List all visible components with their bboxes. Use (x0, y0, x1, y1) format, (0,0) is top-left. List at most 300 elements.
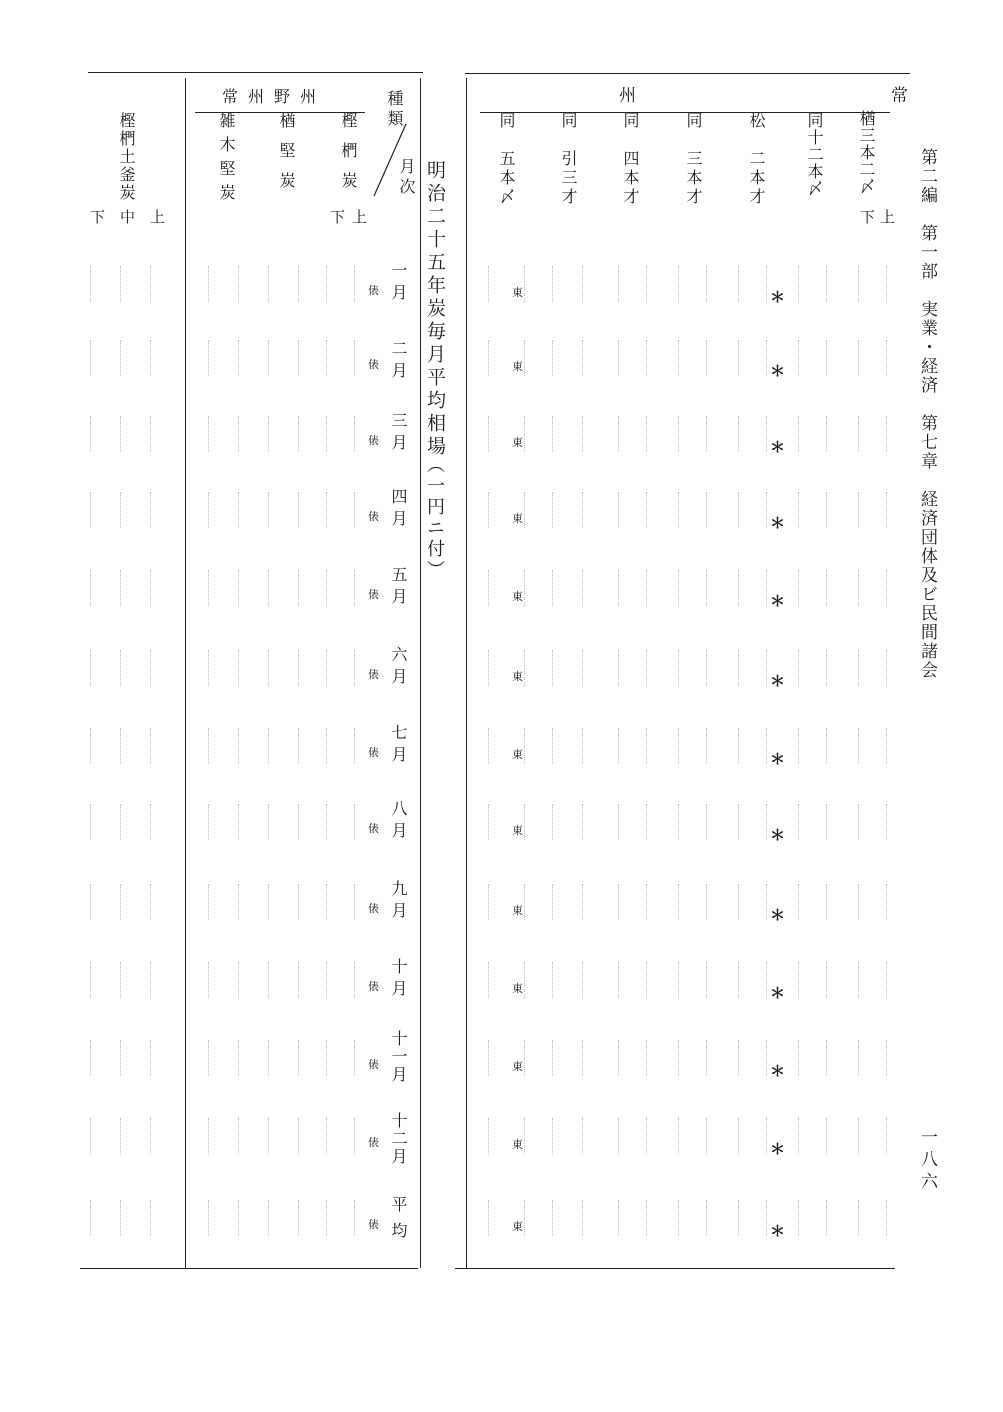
table-cell (886, 728, 899, 764)
table-cell (582, 962, 595, 998)
table-cell (706, 1040, 719, 1076)
table-cell (798, 728, 811, 764)
table-cell (582, 416, 595, 452)
table-cell (618, 340, 631, 376)
asterisk-marker: ＊ (770, 362, 786, 380)
bale-marker: 俵 (368, 902, 379, 915)
table-cell (886, 1118, 899, 1154)
table-cell (618, 804, 631, 840)
east-marker: 東 (512, 748, 523, 761)
table-cell (858, 1040, 871, 1076)
table-cell (268, 650, 281, 686)
table-cell (706, 728, 719, 764)
table-cell (298, 570, 311, 606)
table-cell (150, 1040, 163, 1076)
table-cell (150, 804, 163, 840)
table-cell (298, 804, 311, 840)
product-kashi-sanbon: 楢三本二〆 (857, 110, 876, 195)
table-cell (678, 1200, 691, 1236)
table-cell (582, 650, 595, 686)
east-marker: 東 (512, 436, 523, 449)
table-cell (208, 416, 221, 452)
table-cell (238, 804, 251, 840)
table-cell (268, 266, 281, 302)
month-label: 十二月 (389, 1112, 408, 1166)
east-marker: 東 (512, 904, 523, 917)
table-title: 明治二十五年炭毎月平均相場 (424, 160, 446, 459)
table-cell (208, 266, 221, 302)
table-cell (858, 340, 871, 376)
east-marker: 東 (512, 286, 523, 299)
corner-month: 月次 (397, 158, 416, 198)
table-cell (738, 884, 751, 920)
table-cell (858, 884, 871, 920)
grade-upper: 上 (352, 208, 368, 226)
table-cell (826, 884, 839, 920)
table-cell (354, 492, 367, 528)
column-divider-3 (466, 78, 467, 1268)
table-cell (268, 962, 281, 998)
table-cell (858, 728, 871, 764)
top-rule-right (465, 73, 910, 74)
table-cell (706, 650, 719, 686)
table-cell (552, 266, 565, 302)
table-cell (618, 416, 631, 452)
table-cell (150, 340, 163, 376)
table-cell (90, 728, 103, 764)
table-cell (150, 492, 163, 528)
bale-marker: 俵 (368, 588, 379, 601)
table-cell (618, 728, 631, 764)
table-cell (120, 962, 133, 998)
table-cell (120, 570, 133, 606)
table-cell (298, 492, 311, 528)
table-cell (738, 492, 751, 528)
table-cell (120, 416, 133, 452)
product-dou-yonhon: 同 四本才 (621, 112, 640, 207)
table-cell (326, 1200, 339, 1236)
table-cell (738, 804, 751, 840)
table-cell (582, 1040, 595, 1076)
table-cell (798, 884, 811, 920)
table-cell (298, 884, 311, 920)
asterisk-marker: ＊ (770, 438, 786, 456)
table-cell (618, 650, 631, 686)
table-cell (798, 962, 811, 998)
grade-middle: 中 (120, 208, 136, 226)
table-cell (238, 884, 251, 920)
table-cell (706, 1200, 719, 1236)
table-cell (208, 570, 221, 606)
table-cell (826, 728, 839, 764)
table-cell (150, 266, 163, 302)
page-number: 一八六 (917, 1128, 937, 1194)
table-cell (618, 1200, 631, 1236)
table-cell (524, 1040, 537, 1076)
table-cell (552, 728, 565, 764)
month-label: 平均 (389, 1196, 408, 1248)
month-label: 十一月 (389, 1030, 408, 1084)
table-cell (90, 650, 103, 686)
grade-lower: 下 (330, 208, 346, 226)
table-cell (488, 728, 501, 764)
table-unit: （一円ニ付） (424, 455, 445, 581)
table-cell (582, 492, 595, 528)
table-cell (524, 416, 537, 452)
bale-marker: 俵 (368, 284, 379, 297)
table-cell (524, 650, 537, 686)
table-cell (90, 416, 103, 452)
table-cell (268, 340, 281, 376)
table-cell (120, 1200, 133, 1236)
table-cell (208, 650, 221, 686)
table-cell (488, 570, 501, 606)
table-cell (678, 570, 691, 606)
table-cell (90, 570, 103, 606)
table-cell (886, 650, 899, 686)
table-cell (826, 416, 839, 452)
table-cell (582, 728, 595, 764)
table-cell (826, 266, 839, 302)
bale-marker: 俵 (368, 434, 379, 447)
table-cell (488, 492, 501, 528)
table-cell (488, 340, 501, 376)
table-cell (886, 266, 899, 302)
table-cell (646, 728, 659, 764)
table-cell (678, 1040, 691, 1076)
table-cell (552, 884, 565, 920)
table-cell (238, 340, 251, 376)
table-cell (738, 1118, 751, 1154)
east-marker: 東 (512, 1138, 523, 1151)
table-cell (798, 650, 811, 686)
table-cell (354, 962, 367, 998)
table-cell (826, 570, 839, 606)
table-cell (886, 884, 899, 920)
table-cell (706, 804, 719, 840)
table-cell (738, 416, 751, 452)
table-cell (798, 804, 811, 840)
table-cell (90, 266, 103, 302)
table-cell (120, 340, 133, 376)
table-cell (268, 1200, 281, 1236)
table-cell (858, 1118, 871, 1154)
asterisk-marker: ＊ (770, 1222, 786, 1240)
table-cell (354, 650, 367, 686)
table-cell (238, 1118, 251, 1154)
table-cell (524, 266, 537, 302)
table-cell (326, 570, 339, 606)
east-marker: 東 (512, 590, 523, 603)
table-cell (90, 1200, 103, 1236)
table-cell (826, 340, 839, 376)
product-matsu-nihon: 松 二本才 (747, 112, 766, 207)
asterisk-marker: ＊ (770, 1062, 786, 1080)
grade-upper: 上 (150, 208, 166, 226)
top-rule-left (88, 72, 423, 73)
table-cell (524, 492, 537, 528)
bale-marker: 俵 (368, 358, 379, 371)
table-cell (268, 728, 281, 764)
month-label: 四月 (389, 488, 408, 532)
table-cell (90, 492, 103, 528)
bale-marker: 俵 (368, 1136, 379, 1149)
table-cell (524, 1118, 537, 1154)
table-cell (552, 1200, 565, 1236)
bottom-rule-right (455, 1268, 895, 1269)
table-cell (678, 266, 691, 302)
table-cell (150, 416, 163, 452)
group-header-jo: 常 (887, 86, 907, 108)
table-cell (326, 962, 339, 998)
table-cell (268, 884, 281, 920)
table-cell (646, 340, 659, 376)
table-cell (618, 1118, 631, 1154)
table-cell (646, 884, 659, 920)
table-cell (706, 492, 719, 528)
table-cell (90, 962, 103, 998)
table-cell (120, 884, 133, 920)
table-cell (618, 570, 631, 606)
table-cell (678, 962, 691, 998)
table-cell (524, 962, 537, 998)
product-zouki-katazumi: 雑木堅炭 (217, 112, 236, 208)
table-cell (238, 416, 251, 452)
table-cell (488, 962, 501, 998)
table-cell (552, 804, 565, 840)
table-cell (826, 1040, 839, 1076)
table-cell (738, 1040, 751, 1076)
table-cell (738, 962, 751, 998)
table-cell (298, 416, 311, 452)
table-cell (738, 340, 751, 376)
asterisk-marker: ＊ (770, 984, 786, 1002)
table-cell (582, 884, 595, 920)
table-cell (706, 884, 719, 920)
table-cell (678, 492, 691, 528)
table-cell (150, 1118, 163, 1154)
east-marker: 東 (512, 824, 523, 837)
month-label: 九月 (389, 880, 408, 924)
table-cell (488, 1040, 501, 1076)
table-cell (678, 650, 691, 686)
table-cell (120, 1040, 133, 1076)
month-label: 二月 (389, 340, 408, 384)
table-cell (552, 416, 565, 452)
product-dou-juunihon: 同十二本〆 (805, 112, 824, 197)
bottom-rule-left (80, 1268, 418, 1269)
table-cell (886, 962, 899, 998)
table-cell (738, 728, 751, 764)
table-cell (120, 1118, 133, 1154)
table-cell (738, 266, 751, 302)
asterisk-marker: ＊ (770, 906, 786, 924)
table-cell (826, 492, 839, 528)
table-cell (798, 570, 811, 606)
month-label: 六月 (389, 646, 408, 690)
table-cell (858, 650, 871, 686)
table-cell (886, 570, 899, 606)
product-dou-sanbon: 同 三本才 (684, 112, 703, 207)
table-cell (826, 804, 839, 840)
table-cell (488, 804, 501, 840)
product-dou-gohon: 同 五本〆 (497, 112, 516, 207)
table-cell (858, 570, 871, 606)
table-cell (326, 650, 339, 686)
table-cell (798, 266, 811, 302)
table-cell (826, 1200, 839, 1236)
east-marker: 東 (512, 512, 523, 525)
month-label: 五月 (389, 566, 408, 610)
table-cell (678, 1118, 691, 1154)
table-cell (354, 1040, 367, 1076)
table-cell (706, 1118, 719, 1154)
table-cell (552, 340, 565, 376)
table-cell (298, 1200, 311, 1236)
table-cell (354, 340, 367, 376)
table-cell (298, 650, 311, 686)
table-cell (618, 492, 631, 528)
table-cell (678, 804, 691, 840)
table-cell (618, 962, 631, 998)
bale-marker: 俵 (368, 1058, 379, 1071)
table-cell (826, 962, 839, 998)
table-cell (208, 728, 221, 764)
bale-marker: 俵 (368, 1218, 379, 1231)
month-label: 八月 (389, 800, 408, 844)
grade-lower: 下 (860, 208, 876, 226)
table-cell (298, 962, 311, 998)
table-cell (238, 1200, 251, 1236)
table-cell (90, 884, 103, 920)
table-cell (268, 1040, 281, 1076)
table-cell (858, 804, 871, 840)
table-cell (326, 884, 339, 920)
table-cell (552, 650, 565, 686)
table-cell (798, 1118, 811, 1154)
product-nara-katazumi: 楢堅炭 (277, 112, 296, 202)
asterisk-marker: ＊ (770, 514, 786, 532)
table-cell (120, 804, 133, 840)
table-cell (326, 1118, 339, 1154)
table-cell (582, 804, 595, 840)
table-cell (326, 1040, 339, 1076)
table-cell (646, 1200, 659, 1236)
table-cell (298, 1040, 311, 1076)
table-cell (238, 1040, 251, 1076)
bale-marker: 俵 (368, 668, 379, 681)
table-cell (582, 570, 595, 606)
table-cell (354, 884, 367, 920)
table-cell (524, 570, 537, 606)
table-cell (738, 570, 751, 606)
table-cell (646, 266, 659, 302)
table-cell (150, 570, 163, 606)
grade-lower: 下 (90, 208, 106, 226)
table-cell (238, 266, 251, 302)
table-cell (798, 340, 811, 376)
asterisk-marker: ＊ (770, 750, 786, 768)
table-cell (552, 1040, 565, 1076)
table-cell (268, 804, 281, 840)
table-cell (488, 1200, 501, 1236)
month-label: 七月 (389, 724, 408, 768)
table-cell (582, 1118, 595, 1154)
table-cell (678, 416, 691, 452)
product-kashi-kunugi-dokama: 樫椚土釜炭 (117, 112, 136, 202)
table-cell (858, 1200, 871, 1236)
bale-marker: 俵 (368, 746, 379, 759)
table-cell (582, 340, 595, 376)
table-cell (298, 340, 311, 376)
table-cell (326, 416, 339, 452)
column-divider-1 (185, 78, 186, 1268)
asterisk-marker: ＊ (770, 1140, 786, 1158)
table-cell (238, 650, 251, 686)
table-cell (238, 728, 251, 764)
table-cell (298, 266, 311, 302)
table-cell (268, 492, 281, 528)
table-cell (798, 492, 811, 528)
table-cell (90, 804, 103, 840)
table-cell (858, 266, 871, 302)
table-cell (238, 492, 251, 528)
table-cell (798, 416, 811, 452)
table-cell (706, 416, 719, 452)
table-cell (706, 340, 719, 376)
east-marker: 東 (512, 1060, 523, 1073)
table-cell (552, 570, 565, 606)
month-label: 十月 (389, 958, 408, 1002)
table-cell (738, 1200, 751, 1236)
table-cell (208, 1040, 221, 1076)
table-cell (646, 650, 659, 686)
product-dou-hikisan: 同 引三才 (559, 112, 578, 207)
table-cell (582, 1200, 595, 1236)
asterisk-marker: ＊ (770, 826, 786, 844)
table-cell (646, 1040, 659, 1076)
table-cell (208, 1118, 221, 1154)
table-cell (886, 1040, 899, 1076)
table-cell (326, 340, 339, 376)
table-cell (326, 728, 339, 764)
table-cell (208, 962, 221, 998)
table-cell (326, 266, 339, 302)
asterisk-marker: ＊ (770, 592, 786, 610)
table-cell (208, 492, 221, 528)
table-cell (706, 266, 719, 302)
table-cell (354, 1118, 367, 1154)
group-header-shu: 州 (615, 86, 635, 108)
table-cell (826, 1118, 839, 1154)
table-cell (524, 728, 537, 764)
table-cell (524, 340, 537, 376)
table-cell (354, 1200, 367, 1236)
table-cell (488, 266, 501, 302)
table-cell (208, 1200, 221, 1236)
table-cell (120, 728, 133, 764)
table-cell (706, 570, 719, 606)
table-cell (326, 804, 339, 840)
table-cell (858, 416, 871, 452)
table-cell (524, 804, 537, 840)
asterisk-marker: ＊ (770, 288, 786, 306)
table-cell (826, 650, 839, 686)
table-cell (886, 416, 899, 452)
product-kashi-kunugi-sumi: 樫椚炭 (339, 112, 358, 202)
table-cell (646, 492, 659, 528)
month-label: 三月 (389, 412, 408, 456)
